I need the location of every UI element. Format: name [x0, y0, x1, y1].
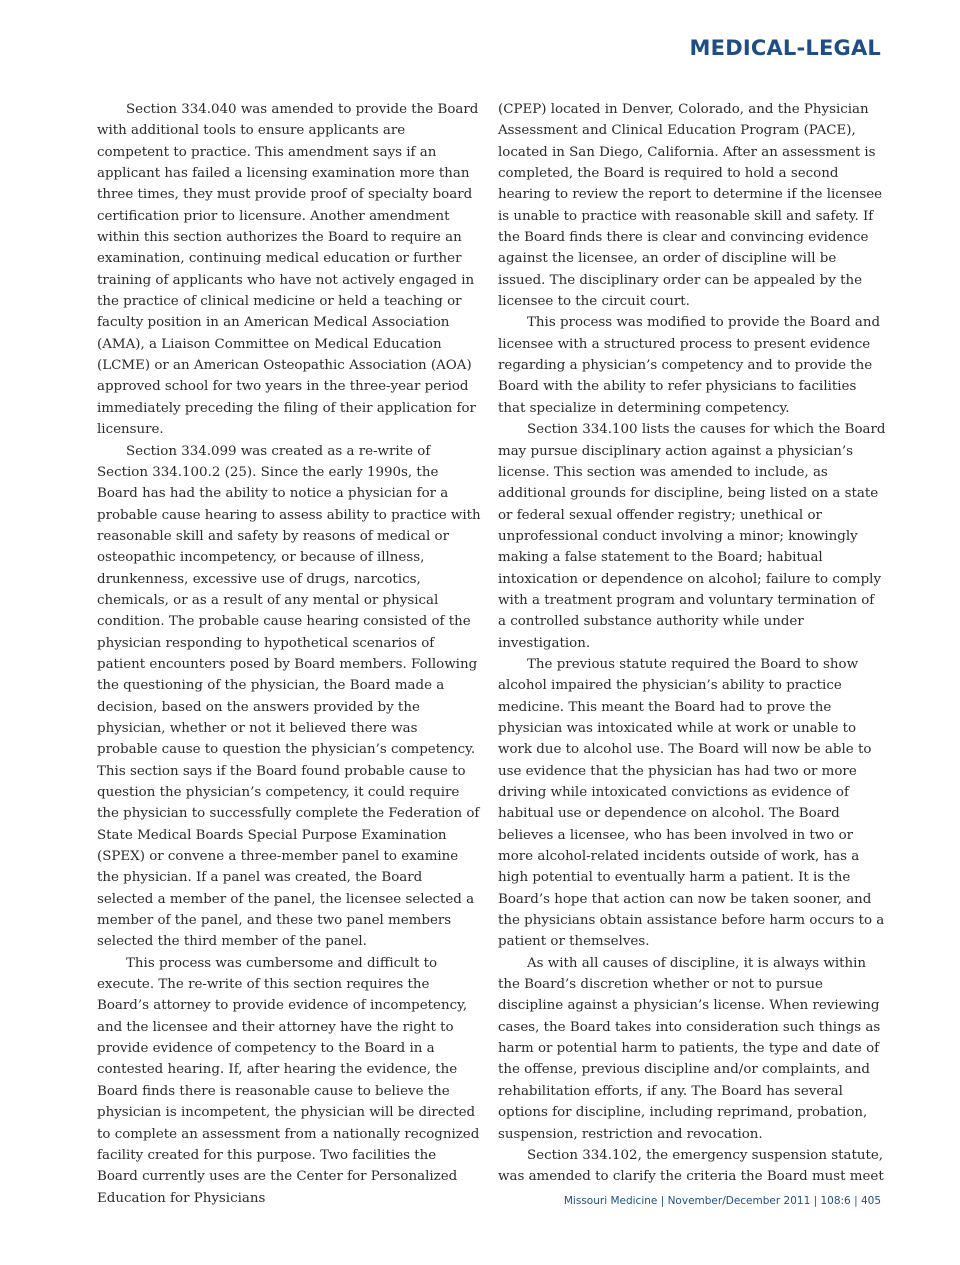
journal-name: Missouri Medicine — [563, 1195, 658, 1207]
paragraph: The previous statute required the Board to show alcohol impaired the physician’s ability to practice medicine. This meant the Board had to prove the physician was intoxicated while at work or unable to work due to alcohol use. The Board will now be able to use evidence that the physician has had two or more driving while intoxicated convictions as evidence of habitual use or dependence on alcohol. The Board believes a licensee, who has been involved in two or more alcohol-related incidents outside of work, has a high potential to eventually harm a patient. It is the Board’s hope that action can now be taken sooner, and the physicians obtain assistance before harm occurs to a patient or themselves. — [498, 656, 885, 950]
paragraph: This process was cumbersome and difficult to execute. The re-write of this section requires the Board’s attorney to provide evidence of incompetency, and the licensee and their attorney have the right to provide evidence of competency to the Board in a contested hearing. If, after hearing the evidence, the Board finds there is reasonable cause to believe the physician is incompetent, the physician will be directed to complete an assessment from a nationally recognized facility created for this purpose. Two facilities the Board currently uses are the Center for Personalized Education for Physicians — [97, 955, 480, 1206]
page-number: 405 — [860, 1195, 881, 1207]
footer-separator: | — [850, 1195, 861, 1207]
paragraph: Section 334.040 was amended to provide the Board with additional tools to ensure applicants are competent to practice. This amendment says if an applicant has failed a licensing examination more than three times, they must provide proof of specialty board certification prior to licensure. Another amendment within this section authorizes the Board to require an examination, continuing medical education or further training of applicants who have not actively engaged in the practice of clinical medicine or held a teaching or faculty position in an American Medical Association (AMA), a Liaison Committee on Medical Education (LCME) or an American Osteopathic Association (AOA) approved school for two years in the three-year period immediately preceding the filing of their application for licensure. — [97, 102, 479, 438]
paragraph-continuation: (CPEP) located in Denver, Colorado, and the Physician Assessment and Clinical Education Program (PACE), located in San Diego, California. After an assessment is completed, the Board is required to hold a second hearing to review the report to determine if the licensee is unable to practice with reasonable skill and safety. If the Board finds there is clear and convincing evidence against the licensee, an order of discipline will be issued. The disciplinary order can be appealed by the licensee to the circuit court. — [498, 102, 883, 310]
section-header: MEDICAL-LEGAL — [689, 36, 881, 60]
footer-separator: | — [810, 1195, 821, 1207]
footer-separator: | — [657, 1195, 668, 1207]
paragraph: As with all causes of discipline, it is always within the Board’s discretion whether or not to pursue discipline against a physician’s license. When reviewing cases, the Board takes into consideration such things as harm or potential harm to patients, the type and date of the offense, previous discipline and/or complaints, and rehabilitation efforts, if any. The Board has several options for discipline, including reprimand, probation, suspension, restriction and revocation. — [498, 955, 881, 1142]
left-column — [97, 99, 481, 1209]
paragraph: Section 334.100 lists the causes for which the Board may pursue disciplinary action against a physician’s license. This section was amended to include, as additional grounds for discipline, being listed on a state or federal sexual offender registry; unethical or unprofessional conduct involving a minor; knowingly making a false statement to the Board; habitual intoxication or dependence on alcohol; failure to comply with a treatment program and voluntary termination of a controlled substance authority while under investigation. — [498, 422, 886, 651]
right-column — [498, 99, 886, 1188]
page-footer — [564, 1195, 881, 1207]
volume-number: 108:6 — [820, 1195, 851, 1207]
paragraph: This process was modified to provide the Board and licensee with a structured process to present evidence regarding a physician’s competency and to provide the Board with the ability to refer physicians to facilities that specialize in determining competency. — [498, 315, 881, 416]
issue-date: November/December 2011 — [667, 1195, 811, 1207]
paragraph: Section 334.102, the emergency suspension statute, was amended to clarify the criteria the Board must meet — [498, 1147, 884, 1185]
paragraph: Section 334.099 was created as a re-write of Section 334.100.2 (25). Since the early 1990s, the Board has had the ability to notice a physician for a probable cause hearing to assess ability to practice with reasonable skill and safety by reasons of medical or osteopathic incompetency, or because of illness, drunkenness, excessive use of drugs, narcotics, chemicals, or as a result of any mental or physical condition. The probable cause hearing consisted of the physician responding to hypothetical scenarios of patient encounters posed by Board members. Following the questioning of the physician, the Board made a decision, based on the answers provided by the physician, whether or not it believed there was probable cause to question the physician’s competency. This section says if the Board found probable cause to question the physician’s competency, it could require the physician to successfully complete the Federation of State Medical Boards Special Purpose Examination (SPEX) or convene a three-member panel to examine the physician. If a panel was created, the Board selected a member of the panel, the licensee selected a member of the panel, and these two panel members selected the third member of the panel. — [97, 443, 481, 950]
